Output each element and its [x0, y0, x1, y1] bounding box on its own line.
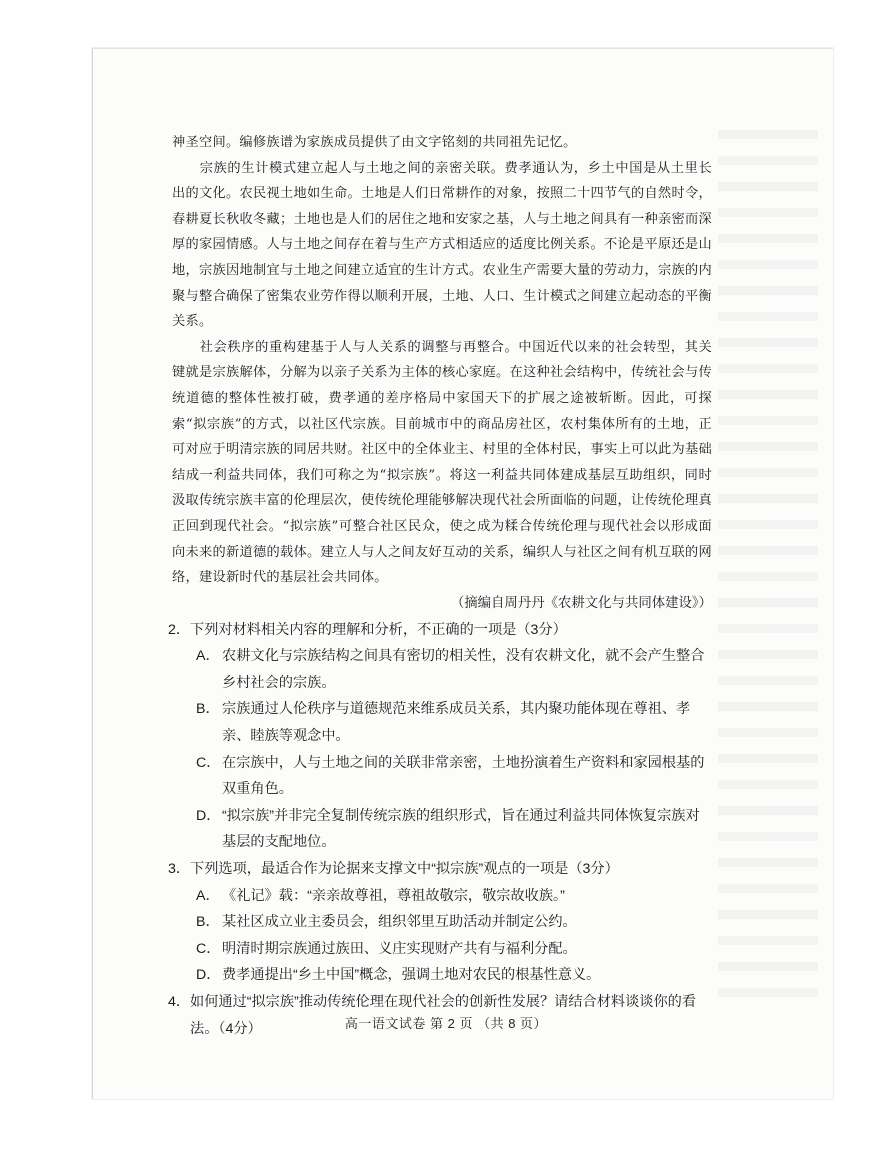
question-number: 3．: [168, 861, 191, 878]
option-letter: C．: [196, 754, 221, 771]
option-letter: D．: [196, 967, 221, 984]
option-d: [168, 803, 712, 856]
option-letter: B．: [196, 701, 220, 718]
question-stem: [168, 617, 712, 644]
question-text: 如何通过“拟宗族”推动传统伦理在现代社会的创新性发展？请结合材料谈谈你的看法。（4分）: [190, 994, 697, 1037]
question-text: 下列对材料相关内容的理解和分析，不正确的一项是（3分）: [190, 621, 567, 638]
option-c: [168, 936, 712, 963]
option-text: 费孝通提出“乡土中国”概念，强调土地对农民的根基性意义。: [222, 967, 601, 984]
option-letter: B．: [196, 914, 220, 931]
question-number: 4．: [168, 994, 191, 1010]
passage-paragraph: 宗族的生计模式建立起人与土地之间的亲密关联。费孝通认为，乡土中国是从土里长出的文化。农民视土地如生命。土地是人们日常耕作的对象，按照二十四节气的自然时令，春耕夏长秋收冬藏；土地也是人们的居住之地和安家之基，人与土地之间具有一种亲密而深厚的家园情感。人与土地之间存在着与生产方式相适应的适度比例关系。不论是平原还是山地，宗族因地制宜与土地之间建立适宜的生计方式。农业生产需要大量的劳动力，宗族的内聚与整合确保了密集农业劳作得以顺利开展，土地、人口、生计模式之间建立起动态的平衡关系。: [172, 160, 712, 330]
option-letter: A．: [196, 648, 220, 665]
option-letter: C．: [196, 940, 221, 957]
option-text: “拟宗族”并非完全复制传统宗族的组织形式，旨在通过利益共同体恢复宗族对基层的支配地位。: [222, 807, 700, 851]
question-stem: [168, 856, 712, 883]
question-number: 2．: [168, 621, 191, 638]
option-letter: D．: [196, 807, 221, 824]
passage-paragraph: 社会秩序的重构建基于人与人关系的调整与再整合。中国近代以来的社会转型，其关键就是宗族解体，分解为以亲子关系为主体的核心家庭。在这种社会结构中，传统社会与传统道德的整体性被打破，费孝通的差序格局中家国天下的扩展之途被斩断。因此，可探索“拟宗族”的方式，以社区代宗族。目前城市中的商品房社区，农村集体所有的土地，正可对应于明清宗族的同居共财。社区中的全体业主、村里的全体村民，事实上可以此为基础结成一利益共同体，我们可称之为“拟宗族”。将这一利益共同体建成基层互助组织，同时汲取传统宗族丰富的伦理层次，使传统伦理能够解决现代社会所面临的问题，让传统伦理真正回到现代社会。“拟宗族”可整合社区民众，使之成为糅合传统伦理与现代社会以形成面向未来的新道德的载体。建立人与人之间友好互动的关系，编织人与社区之间有机互联的网络，建设新时代的基层社会共同体。: [172, 339, 712, 586]
option-text: 某社区成立业主委员会，组织邻里互助活动并制定公约。: [222, 914, 577, 931]
question-3: [168, 856, 712, 989]
option-text: 宗族通过人伦秩序与道德规范来维系成员关系，其内聚功能体现在尊祖、孝亲、睦族等观念中。: [222, 701, 691, 745]
option-text: 农耕文化与宗族结构之间具有密切的相关性，没有农耕文化，就不会产生整合乡村社会的宗族。: [222, 648, 705, 691]
page-content: [168, 130, 712, 1042]
option-text: 《礼记》载：“亲亲故尊祖，尊祖故敬宗，敬宗故收族。”: [222, 887, 565, 904]
passage-paragraph: 神圣空间。编修族谱为家族成员提供了由文字铭刻的共同祖先记忆。: [172, 135, 577, 150]
option-b: [168, 909, 712, 936]
bleed-through-shadow: [718, 130, 818, 1000]
passage-source: （摘编自周丹丹《农耕文化与共同体建设》）: [450, 595, 712, 611]
page-footer: 高一语文试卷 第 2 页 （共 8 页）: [344, 1016, 548, 1031]
option-letter: A．: [196, 887, 220, 904]
option-text: 明清时期宗族通过族田、义庄实现财产共有与福利分配。: [222, 940, 577, 957]
option-a: [168, 883, 712, 910]
question-2: [168, 617, 712, 856]
option-b: [168, 696, 712, 749]
option-text: 在宗族中，人与土地之间的关联非常亲密，土地扮演着生产资料和家园根基的双重角色。: [222, 754, 705, 798]
option-a: [168, 643, 712, 696]
option-d: [168, 962, 712, 989]
question-text: 下列选项，最适合作为论据来支撑文中“拟宗族”观点的一项是（3分）: [190, 861, 619, 878]
option-c: [168, 750, 712, 803]
